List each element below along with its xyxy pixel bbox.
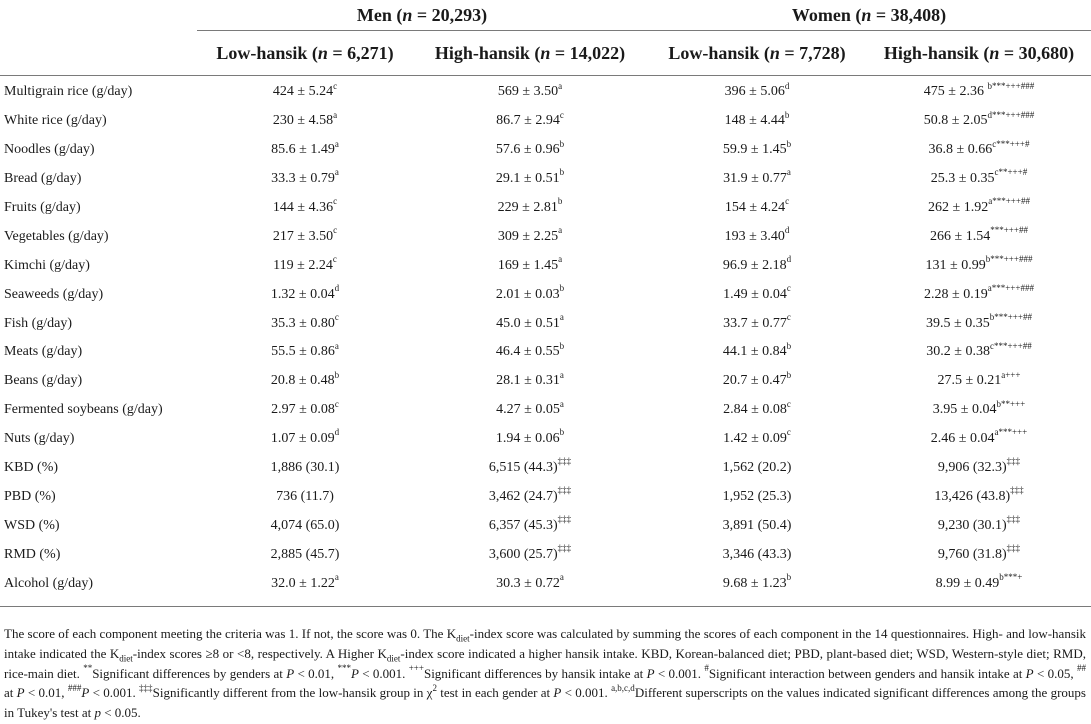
row-value xyxy=(197,309,413,338)
cell-superscript: a xyxy=(559,369,564,380)
cell-superscript: b***+++### xyxy=(985,254,1033,265)
cell-superscript: d***+++### xyxy=(987,109,1035,120)
cell-value: 30.2 ± 0.38 xyxy=(926,344,990,360)
row-value xyxy=(197,194,413,223)
row-label: Nuts (g/day) xyxy=(4,431,75,447)
row-value xyxy=(413,76,647,107)
row-value xyxy=(647,482,867,511)
cell-superscript: ‡‡‡ xyxy=(557,485,572,496)
cell-value: 1,562 (20.2) xyxy=(722,460,792,476)
cell-value: 4,074 (65.0) xyxy=(270,517,340,533)
cell-superscript: a***+++### xyxy=(987,283,1034,294)
cell-value: 32.0 ± 1.22 xyxy=(271,575,335,591)
cell-value: 20.8 ± 0.48 xyxy=(270,373,335,389)
cell-value: 13,426 (43.8) xyxy=(934,488,1011,504)
cell-superscript: ‡‡‡ xyxy=(1010,485,1024,496)
cell-value: 3,462 (24.7) xyxy=(488,488,558,504)
table-body xyxy=(0,76,1091,607)
cell-value: 3,600 (25.7) xyxy=(488,546,558,562)
row-value xyxy=(197,338,413,367)
cell-superscript: b xyxy=(334,369,340,380)
cell-value: 3.95 ± 0.04 xyxy=(932,402,997,418)
cell-superscript: b***+++## xyxy=(989,311,1032,322)
cell-value: 396 ± 5.06 xyxy=(724,84,785,100)
cell-value: 30.3 ± 0.72 xyxy=(496,575,560,591)
row-value xyxy=(197,280,413,309)
row-value xyxy=(197,511,413,540)
cell-value: 9,760 (31.8) xyxy=(937,546,1007,562)
row-value xyxy=(197,165,413,194)
cell-value: 27.5 ± 0.21 xyxy=(937,373,1002,389)
cell-superscript: c xyxy=(559,109,564,120)
cell-superscript: a xyxy=(558,225,563,236)
cell-value: 144 ± 4.36 xyxy=(272,200,334,215)
row-value xyxy=(867,511,1091,540)
row-value xyxy=(647,76,867,107)
row-value xyxy=(867,338,1091,367)
women-high-hansik-header: High-hansik (n = 30,680) xyxy=(867,31,1091,76)
row-value xyxy=(647,194,867,223)
cell-value: 2.28 ± 0.19 xyxy=(924,286,988,302)
table-row xyxy=(0,107,1091,136)
row-value xyxy=(647,367,867,396)
row-value xyxy=(647,251,867,280)
cell-value: 3,346 (43.3) xyxy=(722,546,792,562)
cell-value: 4.27 ± 0.05 xyxy=(496,402,560,418)
cell-value: 85.6 ± 1.49 xyxy=(271,142,335,158)
cell-superscript: b***+++### xyxy=(987,80,1035,91)
cell-value: 3,891 (50.4) xyxy=(722,517,792,533)
table-row xyxy=(0,338,1091,367)
men-group-header: Men (n = 20,293) xyxy=(197,0,647,31)
row-label: Multigrain rice (g/day) xyxy=(4,84,133,100)
row-value xyxy=(197,251,413,280)
cell-value: 9,906 (32.3) xyxy=(937,460,1007,476)
row-value xyxy=(867,396,1091,425)
row-label: Seaweeds (g/day) xyxy=(4,286,104,302)
row-label: WSD (%) xyxy=(4,517,60,533)
row-label: Meats (g/day) xyxy=(4,344,83,360)
cell-value: 736 (11.7) xyxy=(276,488,334,504)
cell-superscript: ‡‡‡ xyxy=(557,514,572,525)
cell-superscript: d xyxy=(784,80,790,91)
row-value xyxy=(867,540,1091,569)
cell-superscript: a xyxy=(558,80,563,91)
row-label: Noodles (g/day) xyxy=(4,142,95,158)
cell-value: 2.46 ± 0.04 xyxy=(930,431,995,447)
cell-value: 33.3 ± 0.79 xyxy=(271,171,335,187)
cell-superscript: d xyxy=(786,254,792,265)
row-label: Vegetables (g/day) xyxy=(4,228,109,244)
row-value xyxy=(197,454,413,483)
cell-value: 169 ± 1.45 xyxy=(497,257,559,273)
table-row xyxy=(0,511,1091,540)
cell-value: 309 ± 2.25 xyxy=(497,228,559,244)
row-value xyxy=(197,396,413,425)
row-value xyxy=(867,309,1091,338)
table-row xyxy=(0,165,1091,194)
table-row xyxy=(0,569,1091,598)
women-group-header: Women (n = 38,408) xyxy=(647,0,1091,31)
cell-value: 2,885 (45.7) xyxy=(270,546,340,562)
cell-value: 217 ± 3.50 xyxy=(272,228,334,244)
cell-value: 36.8 ± 0.66 xyxy=(928,142,993,158)
cell-superscript: c xyxy=(786,398,791,409)
row-value xyxy=(413,136,647,165)
cell-superscript: b xyxy=(557,196,563,207)
cell-value: 2.97 ± 0.08 xyxy=(271,402,335,418)
row-value xyxy=(413,367,647,396)
cell-superscript: ‡‡‡ xyxy=(1006,543,1021,554)
cell-value: 475 ± 2.36 xyxy=(923,84,988,100)
row-label: KBD (%) xyxy=(4,460,59,476)
table-bottom-rule xyxy=(0,598,1091,607)
row-value xyxy=(867,367,1091,396)
row-label: PBD (%) xyxy=(4,488,56,504)
row-value xyxy=(413,569,647,598)
cell-value: 6,357 (45.3) xyxy=(488,517,558,533)
cell-value: 45.0 ± 0.51 xyxy=(496,315,560,331)
table-row xyxy=(0,396,1091,425)
cell-value: 193 ± 3.40 xyxy=(724,228,785,244)
row-label: Fermented soybeans (g/day) xyxy=(4,402,163,418)
row-value xyxy=(413,338,647,367)
cell-superscript: ‡‡‡ xyxy=(1006,456,1021,467)
row-value xyxy=(647,107,867,136)
cell-value: 9,230 (30.1) xyxy=(937,517,1007,533)
cell-superscript: c xyxy=(786,283,791,294)
cell-superscript: c xyxy=(786,427,791,438)
cell-superscript: a xyxy=(559,398,564,409)
rule-cell xyxy=(867,598,1091,607)
row-value xyxy=(413,425,647,454)
table-footnote: The score of each component meeting the criteria was 1. If not, the score was 0. The $K_{diet}$-index score was calculated by summing the scores of each component in the 14 questionnaires. High- and low-hansik intake indicated the $K_{diet}$-index scores ≥8 or <8, respectively. A Higher $K_{diet}$-index score indicated a higher hansik intake. KBD, Korean-balanced diet; PBD, plant-based diet; WSD, Western-style diet; RMD, rice-main diet. **Significant differences by genders at P < 0.01, ***P < 0.001. +++Significant differences by hansik intake at P < 0.001. #Significant interaction between genders and hansik intake at P < 0.05, ## at P < 0.01, ###P < 0.001. ‡‡‡Significantly different from the low-hansik group in $\chi^2$ test in each gender at P < 0.001. $^{a,b,c,d}$Different superscripts on the values indicated significant differences among the groups in Tukey's test at p < 0.05. xyxy=(4,626,1086,721)
row-value xyxy=(647,511,867,540)
row-value xyxy=(647,222,867,251)
header-blank xyxy=(0,0,197,31)
cell-value: 1,952 (25.3) xyxy=(722,488,792,504)
cell-superscript: a xyxy=(334,167,339,178)
row-value xyxy=(867,280,1091,309)
cell-superscript: b xyxy=(559,427,565,438)
row-value xyxy=(647,454,867,483)
cell-value: 28.1 ± 0.31 xyxy=(496,373,560,389)
row-value xyxy=(647,540,867,569)
cell-superscript: a xyxy=(558,254,563,265)
table-row xyxy=(0,251,1091,280)
cell-superscript: ‡‡‡ xyxy=(557,543,572,554)
cell-value: 9.68 ± 1.23 xyxy=(722,575,787,591)
rule-cell xyxy=(0,598,197,607)
cell-superscript: ***+++## xyxy=(990,225,1028,236)
table-row xyxy=(0,309,1091,338)
row-value xyxy=(867,251,1091,280)
row-value xyxy=(197,367,413,396)
cell-value: 33.7 ± 0.77 xyxy=(723,315,787,331)
cell-value: 39.5 ± 0.35 xyxy=(926,315,990,331)
cell-value: 31.9 ± 0.77 xyxy=(723,171,787,187)
cell-superscript: a xyxy=(334,340,339,351)
row-value xyxy=(413,107,647,136)
cell-value: 154 ± 4.24 xyxy=(724,200,786,215)
cell-value: 55.5 ± 0.86 xyxy=(271,344,335,360)
row-value xyxy=(197,107,413,136)
row-value xyxy=(867,194,1091,223)
cell-value: 1,886 (30.1) xyxy=(270,460,340,476)
cell-superscript: c xyxy=(786,311,791,322)
row-value xyxy=(413,540,647,569)
row-value xyxy=(867,107,1091,136)
cell-superscript: b xyxy=(559,283,565,294)
cell-superscript: c***+++## xyxy=(989,340,1032,351)
cell-superscript: c xyxy=(333,196,338,207)
cell-superscript: a xyxy=(334,571,339,582)
cell-value: 148 ± 4.44 xyxy=(724,113,785,129)
cell-superscript: a***+++ xyxy=(994,427,1028,438)
row-value xyxy=(647,569,867,598)
row-value xyxy=(197,540,413,569)
cell-superscript: a***+++## xyxy=(988,196,1030,207)
table-row xyxy=(0,454,1091,483)
cell-superscript: b xyxy=(786,571,792,582)
cell-value: 569 ± 3.50 xyxy=(497,84,559,100)
cell-superscript: a xyxy=(559,571,564,582)
row-value xyxy=(413,251,647,280)
row-value xyxy=(647,165,867,194)
cell-value: 424 ± 5.24 xyxy=(272,84,334,100)
row-value xyxy=(867,76,1091,107)
cell-superscript: b xyxy=(786,369,792,380)
cell-superscript: a xyxy=(334,138,339,149)
cell-superscript: d xyxy=(784,225,790,236)
row-label: Fruits (g/day) xyxy=(4,200,81,215)
rule-cell xyxy=(197,598,413,607)
row-value xyxy=(413,511,647,540)
cell-superscript: b xyxy=(786,138,792,149)
row-value xyxy=(413,309,647,338)
row-value xyxy=(197,222,413,251)
cell-value: 20.7 ± 0.47 xyxy=(722,373,787,389)
cell-value: 2.84 ± 0.08 xyxy=(723,402,787,418)
row-value xyxy=(413,280,647,309)
row-label: RMD (%) xyxy=(4,546,61,562)
row-label: Alcohol (g/day) xyxy=(4,575,94,591)
row-value xyxy=(647,396,867,425)
cell-superscript: c xyxy=(785,196,790,207)
cell-superscript: b xyxy=(559,167,565,178)
row-value xyxy=(867,425,1091,454)
cell-superscript: a xyxy=(559,311,564,322)
row-value xyxy=(197,136,413,165)
cell-superscript: c**+++# xyxy=(994,167,1028,178)
cell-superscript: a xyxy=(333,109,338,120)
cell-superscript: c***+++# xyxy=(992,138,1030,149)
cell-superscript: b xyxy=(559,340,565,351)
row-value xyxy=(197,76,413,107)
cell-value: 44.1 ± 0.84 xyxy=(722,344,787,360)
cell-superscript: b xyxy=(559,138,565,149)
cell-value: 229 ± 2.81 xyxy=(497,200,558,215)
table-row xyxy=(0,76,1091,107)
cell-value: 25.3 ± 0.35 xyxy=(930,171,995,187)
table-row xyxy=(0,136,1091,165)
men-low-hansik-header: Low-hansik (n = 6,271) xyxy=(197,31,413,76)
row-value xyxy=(867,482,1091,511)
cell-value: 86.7 ± 2.94 xyxy=(496,113,560,129)
table-row xyxy=(0,222,1091,251)
cell-value: 35.3 ± 0.80 xyxy=(271,315,335,331)
table-row xyxy=(0,367,1091,396)
row-value xyxy=(413,482,647,511)
row-value xyxy=(647,309,867,338)
cell-value: 29.1 ± 0.51 xyxy=(495,171,560,187)
row-value xyxy=(413,194,647,223)
cell-superscript: d xyxy=(334,283,340,294)
cell-superscript: a xyxy=(786,167,791,178)
row-value xyxy=(413,454,647,483)
table-row xyxy=(0,540,1091,569)
row-value xyxy=(647,338,867,367)
row-label: Kimchi (g/day) xyxy=(4,257,90,273)
women-low-hansik-header: Low-hansik (n = 7,728) xyxy=(647,31,867,76)
cell-value: 50.8 ± 2.05 xyxy=(923,113,988,129)
row-value xyxy=(867,165,1091,194)
cell-superscript: b xyxy=(786,340,792,351)
cell-superscript: c xyxy=(334,311,339,322)
cell-superscript: c xyxy=(333,80,338,91)
cell-superscript: c xyxy=(333,225,338,236)
row-value xyxy=(867,222,1091,251)
cell-value: 1.32 ± 0.04 xyxy=(270,286,335,302)
men-high-hansik-header: High-hansik (n = 14,022) xyxy=(413,31,647,76)
rule-cell xyxy=(647,598,867,607)
cell-superscript: ‡‡‡ xyxy=(557,456,572,467)
cell-superscript: a+++ xyxy=(1001,369,1021,380)
row-value xyxy=(197,482,413,511)
row-value xyxy=(197,425,413,454)
cell-superscript: b**+++ xyxy=(996,398,1026,409)
cell-value: 6,515 (44.3) xyxy=(488,460,558,476)
cell-value: 262 ± 1.92 xyxy=(928,200,989,215)
cell-value: 119 ± 2.24 xyxy=(273,257,333,273)
cell-superscript: ‡‡‡ xyxy=(1006,514,1021,525)
cell-value: 230 ± 4.58 xyxy=(272,113,334,129)
row-label: White rice (g/day) xyxy=(4,113,107,129)
cell-value: 2.01 ± 0.03 xyxy=(495,286,560,302)
cell-value: 57.6 ± 0.96 xyxy=(495,142,560,158)
row-label: Bread (g/day) xyxy=(4,171,82,187)
cell-superscript: c xyxy=(332,254,337,265)
row-value xyxy=(197,569,413,598)
cell-superscript: c xyxy=(334,398,339,409)
row-label: Beans (g/day) xyxy=(4,373,83,389)
cell-value: 131 ± 0.99 xyxy=(925,257,986,273)
row-value xyxy=(647,136,867,165)
row-value xyxy=(413,165,647,194)
table-row xyxy=(0,425,1091,454)
cell-value: 1.49 ± 0.04 xyxy=(723,286,787,302)
cell-value: 46.4 ± 0.55 xyxy=(495,344,560,360)
cell-value: 1.07 ± 0.09 xyxy=(270,431,335,447)
row-value xyxy=(867,136,1091,165)
cell-value: 8.99 ± 0.49 xyxy=(935,575,1000,591)
row-value xyxy=(867,454,1091,483)
subheader-blank xyxy=(0,31,197,76)
cell-value: 1.94 ± 0.06 xyxy=(495,431,560,447)
cell-value: 59.9 ± 1.45 xyxy=(722,142,787,158)
cell-superscript: b***+ xyxy=(999,571,1023,582)
row-value xyxy=(647,280,867,309)
cell-value: 96.9 ± 2.18 xyxy=(722,257,787,273)
cell-value: 266 ± 1.54 xyxy=(930,228,991,244)
table-row xyxy=(0,280,1091,309)
row-value xyxy=(867,569,1091,598)
row-value xyxy=(413,396,647,425)
row-label: Fish (g/day) xyxy=(4,315,73,331)
cell-superscript: d xyxy=(334,427,340,438)
cell-value: 1.42 ± 0.09 xyxy=(723,431,787,447)
table-row xyxy=(0,194,1091,223)
row-value xyxy=(647,425,867,454)
row-value xyxy=(413,222,647,251)
rule-cell xyxy=(413,598,647,607)
cell-superscript: b xyxy=(784,109,790,120)
table-row xyxy=(0,482,1091,511)
